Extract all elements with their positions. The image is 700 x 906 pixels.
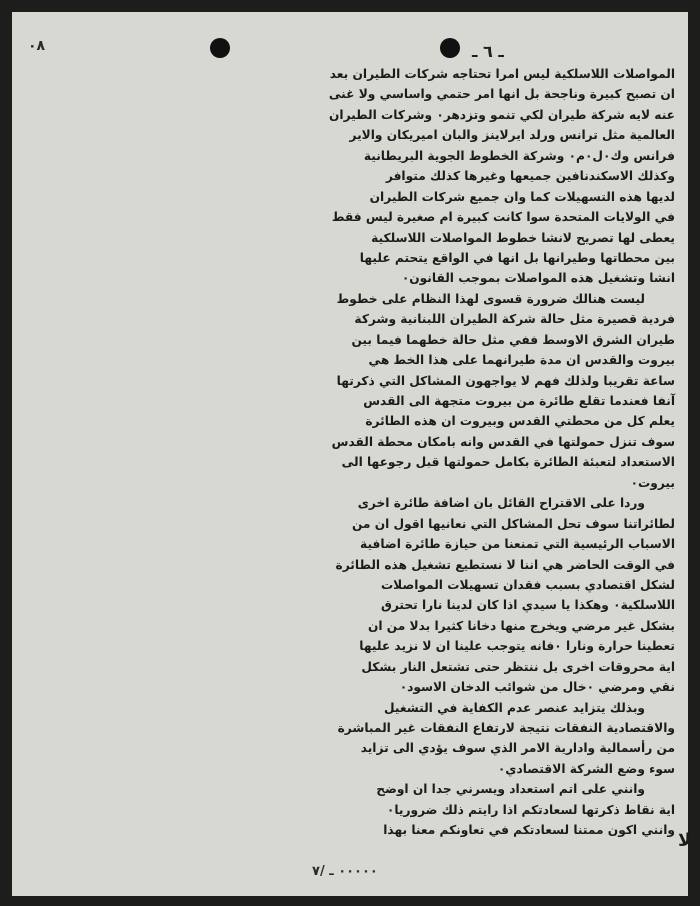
text-line: بيروت٠: [630, 475, 675, 490]
text-line: فرانس وك٠ل٠م٠ وشركة الخطوط الجوية البريطانية: [363, 148, 675, 163]
punch-hole: [210, 38, 230, 58]
text-line: العالمية مثل ترانس ورلد ايرلاينز والبان اميريكان والاير: [349, 128, 675, 143]
text-line: سوف تنزل حمولتها في القدس وانه بامكان محطة القدس: [331, 434, 675, 449]
text-line: يعطى لها تصريح لانشا خطوط المواصلات اللاسلكية: [371, 230, 675, 245]
text-line: اية محروقات اخرى بل ننتظر حتى تشتعل النار بشكل: [361, 659, 675, 674]
text-line: وانني اكون ممتنا لسعادتكم في تعاونكم معنا بهذا: [383, 823, 675, 838]
text-line: لديها هذه التسهيلات كما وان جميع شركات الطيران: [369, 189, 675, 204]
text-line: المواصلات اللاسلكية ليس امرا تحتاجه شركات الطيران بعد: [329, 67, 675, 81]
text-line: يعلم كل من محطتي القدس وبيروت ان هذه الطائرة: [365, 414, 675, 429]
text-line: لطائراتنا سوف تحل المشاكل التي نعانيها اقول ان من: [351, 516, 675, 531]
text-line: آنفا فعندما تقلع طائرة من بيروت متجهة الى القدس: [363, 394, 675, 408]
text-line: ان تصبح كبيرة وناجحة بل انها امر حتمي واساسي ولا غنى: [328, 87, 675, 102]
text-line: والاقتصادية النفقات نتيجة لارتفاع النفقات غير المباشرة: [337, 721, 675, 735]
text-line: لشكل اقتصادي بسبب فقدان تسهيلات المواصلات: [380, 577, 675, 592]
text-line: اللاسلكية٠ وهكذا يا سيدي اذا كان لدينا نارا تحترق: [380, 598, 675, 613]
document-page: [12, 12, 692, 896]
text-line: بشكل غير مرضي ويخرج منها دخانا كثيرا بدلا من ان: [367, 618, 675, 633]
text-line: تعطينا حرارة ونارا ٠فانه يتوجب علينا ان لا نزيد عليها: [359, 639, 675, 654]
text-line: في الولايات المتحدة سوا كانت كبيرة ام صغيرة ليس فقط: [331, 210, 675, 225]
text-line: في الوقت الحاضر هي اننا لا نستطيع تشغيل هذه الطائرة: [335, 557, 675, 572]
text-line: وانني على اتم استعداد ويسرني جدا ان اوضح: [376, 782, 645, 797]
text-line: عنه لايه شركة طيران لكي تنمو وتزدهر٠ وشركات الطيران: [329, 107, 675, 122]
text-line: اية نقاط ذكرتها لسعادتكم اذا رايتم ذلك ضروريا٠: [386, 802, 675, 817]
text-line: وكذلك الاسكندنافين جميعها وغيرها كذلك متوافر: [385, 169, 675, 184]
text-line: ساعة تقريبا ولذلك فهم لا يواجهون المشاكل التي ذكرتها: [336, 373, 675, 388]
text-line: ليست هنالك ضرورة قسوى لهذا النظام على خطوط: [336, 291, 645, 306]
text-line: نقي ومرضي ٠خال من شوائب الدخان الاسود٠: [399, 680, 675, 695]
text-line: وبذلك يتزايد عنصر عدم الكفاية في التشغيل: [383, 700, 645, 715]
continuation-marker: ٠٠٠٠٠ ـ /٧: [312, 864, 378, 879]
text-line: بين محطاتها وطيرانها بل انها في الواقع يتحتم عليها: [359, 250, 675, 265]
text-line: بيروت والقدس ان مدة طيرانهما على هذا الخط هي: [368, 353, 675, 368]
letter-body: [328, 64, 675, 841]
text-line: وردا على الاقتراح القائل بان اضافة طائرة اخرى: [357, 496, 645, 511]
text-line: سوء وضع الشركة الاقتصادي٠: [497, 761, 675, 776]
page-number: ـ ٦ ـ: [472, 42, 504, 61]
corner-mark: ٠٨: [28, 38, 46, 54]
text-line: انشا وتشغيل هذه المواصلات بموجب القانون٠: [401, 271, 675, 286]
text-line: الاسباب الرئيسية التي تمنعنا من حيازة طائرة اضافية: [360, 537, 675, 552]
text-line: فردية قصيرة مثل حالة شركة الطيران اللبنانية وشركة: [354, 312, 675, 327]
text-line: الاستعداد لتعبئة الطائرة بكامل حمولتها قبل رجوعها الى: [341, 455, 675, 470]
margin-annotation: ﻻ: [678, 830, 692, 851]
punch-hole: [440, 38, 460, 58]
text-line: طيران الشرق الاوسط ففي مثل حالة خطهما فيما بين: [351, 332, 675, 347]
text-line: من رأسمالية وادارية الامر الذي سوف يؤدي الى تزايد: [360, 741, 675, 756]
